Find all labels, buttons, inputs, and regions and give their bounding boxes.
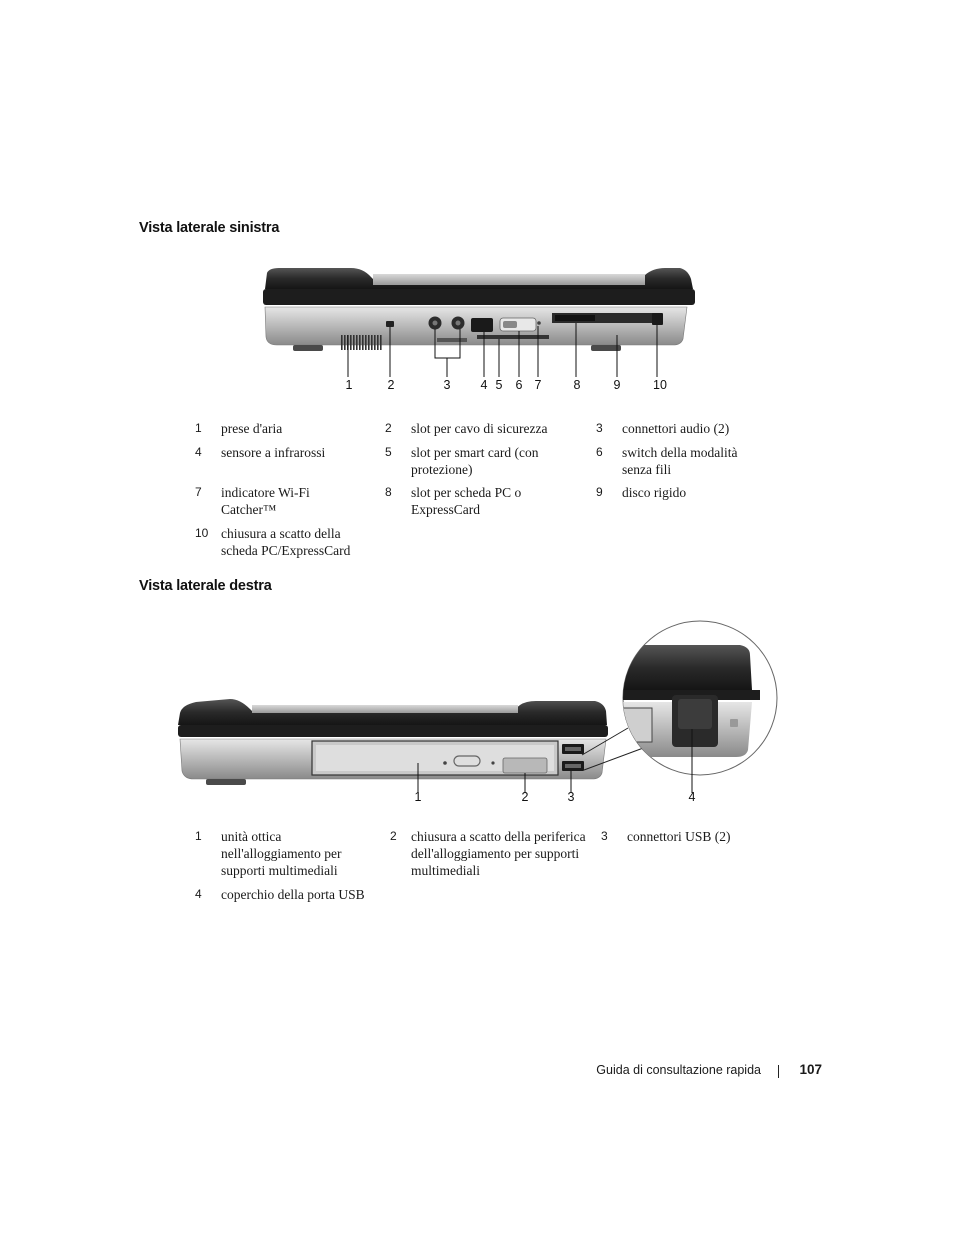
legend-label: unità ottica nell'alloggiamento per supporti multimediali: [221, 829, 342, 878]
right-view-legend-table: [195, 828, 775, 908]
legend-number: 10: [195, 526, 209, 540]
section-heading-left-view: Vista laterale sinistra: [139, 220, 280, 236]
legend-label: chiusura a scatto della scheda PC/ExpressCard: [221, 526, 351, 558]
callout-number: 10: [653, 378, 667, 392]
callout-number: 3: [567, 790, 575, 804]
callout-number: 9: [613, 378, 621, 392]
callout-number: 2: [387, 378, 395, 392]
page-footer: [560, 1062, 822, 1080]
callout-number: 3: [443, 378, 451, 392]
legend-label: connettori USB (2): [627, 829, 731, 844]
legend-number: 2: [390, 829, 397, 843]
legend-number: 1: [195, 421, 202, 435]
callout-number: 2: [521, 790, 529, 804]
legend-label: slot per scheda PC o ExpressCard: [411, 485, 522, 517]
legend-label: coperchio della porta USB: [221, 887, 365, 902]
callout-number: 4: [480, 378, 488, 392]
callout-number: 6: [515, 378, 523, 392]
callout-number: 1: [414, 790, 422, 804]
legend-number: 5: [385, 445, 392, 459]
legend-number: 7: [195, 485, 202, 499]
section-heading-right-view: Vista laterale destra: [139, 578, 272, 594]
legend-number: 6: [596, 445, 603, 459]
legend-number: 2: [385, 421, 392, 435]
legend-label: slot per cavo di sicurezza: [411, 421, 548, 436]
legend-label: disco rigido: [622, 485, 687, 500]
callout-number: 7: [534, 378, 542, 392]
legend-number: 9: [596, 485, 603, 499]
footer-separator: [778, 1065, 779, 1078]
legend-label: prese d'aria: [221, 421, 283, 436]
legend-label: chiusura a scatto della periferica dell'alloggiamento per supporti multimediali: [411, 829, 586, 878]
callout-number: 4: [688, 790, 696, 804]
legend-number: 4: [195, 445, 202, 459]
legend-label: connettori audio (2): [622, 421, 730, 436]
callout-number: 1: [345, 378, 353, 392]
left-side-view-figure: [255, 265, 700, 385]
callout-number: 8: [573, 378, 581, 392]
legend-number: 3: [601, 829, 608, 843]
legend-label: switch della modalità senza fili: [622, 445, 738, 477]
legend-number: 4: [195, 887, 202, 901]
laptop-left-side-illustration: [255, 265, 700, 385]
right-side-view-figure: [170, 615, 785, 800]
callout-number: 5: [495, 378, 503, 392]
page-number: 107: [799, 1062, 822, 1077]
legend-label: slot per smart card (con protezione): [411, 445, 539, 477]
left-view-legend-table: [195, 420, 775, 570]
footer-title: Guida di consultazione rapida: [596, 1063, 761, 1077]
legend-label: sensore a infrarossi: [221, 445, 326, 460]
legend-number: 1: [195, 829, 202, 843]
legend-number: 3: [596, 421, 603, 435]
legend-label: indicatore Wi-Fi Catcher™: [221, 485, 310, 517]
legend-number: 8: [385, 485, 392, 499]
laptop-right-side-illustration: [170, 615, 785, 800]
